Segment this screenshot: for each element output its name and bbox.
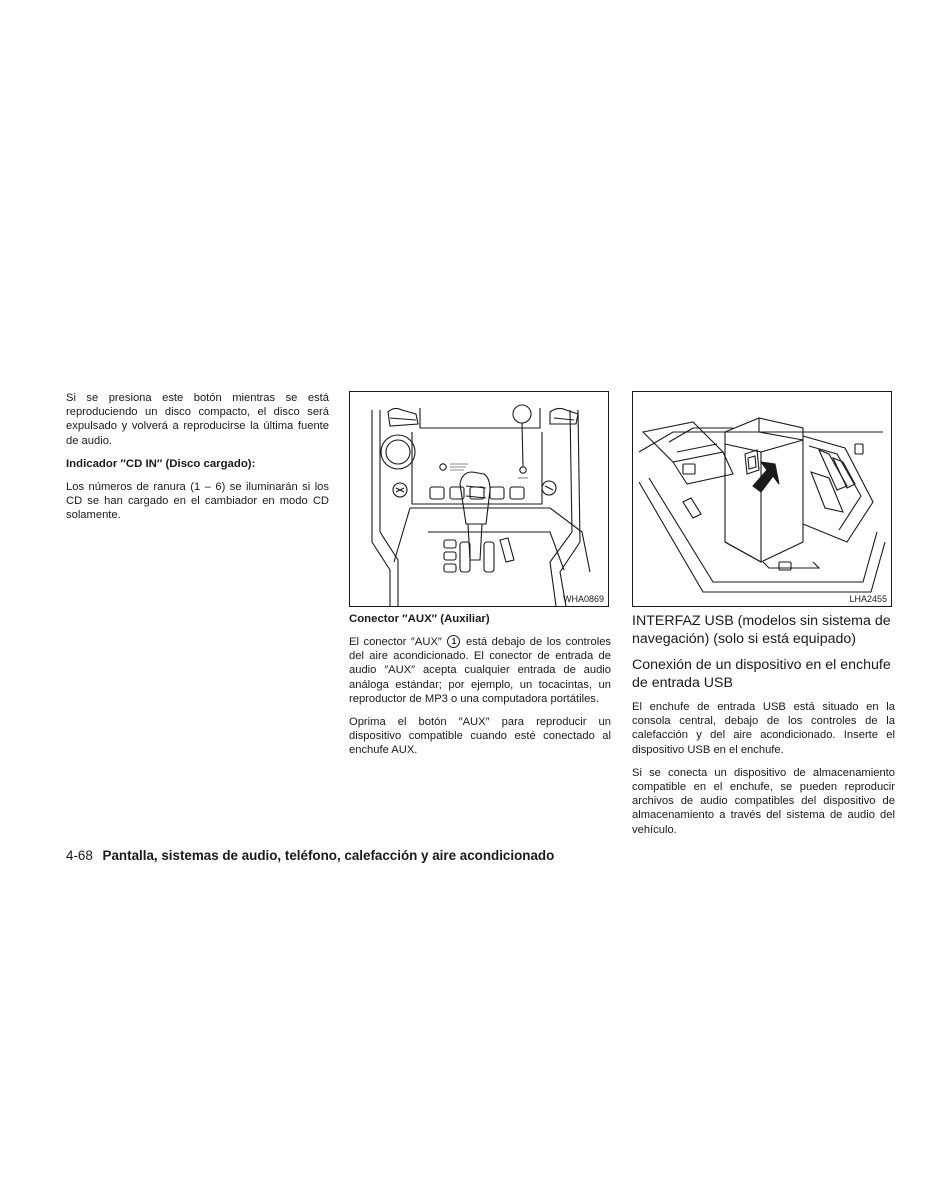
usb-paragraph-1: El enchufe de entrada USB está situado en la consola central, debajo de los controles de la calefacción y del aire acondicionado. Inserte el dispositivo USB en el enchufe. xyxy=(632,701,895,756)
figure-code: LHA2455 xyxy=(849,594,887,604)
aux-figure xyxy=(349,391,609,607)
column-left xyxy=(66,391,329,522)
cd-eject-paragraph: Si se presiona este botón mientras se está reproduciendo un disco compacto, el disco será expulsado y volverá a reproducirse la última fuente de audio. xyxy=(66,392,329,447)
page-footer xyxy=(66,848,896,864)
aux-paragraph-1 xyxy=(349,635,611,706)
aux-heading: Conector ″AUX″ (Auxiliar) xyxy=(349,613,490,625)
aux-paragraph-1a: El conector ″AUX″ xyxy=(349,636,442,648)
footer-title: Pantalla, sistemas de audio, teléfono, calefacción y aire acondicionado xyxy=(102,848,555,863)
callout-number-1: 1 xyxy=(447,635,460,648)
aux-console-illustration xyxy=(350,392,608,606)
aux-paragraph-2: Oprima el botón ″AUX″ para reproducir un dispositivo compatible cuando esté conectado al enchufe AUX. xyxy=(349,716,611,757)
cd-in-heading: Indicador ″CD IN″ (Disco cargado): xyxy=(66,457,256,470)
usb-figure xyxy=(632,391,892,607)
column-right xyxy=(632,391,895,837)
usb-paragraph-2: Si se conecta un dispositivo de almacenamiento compatible en el enchufe, se pueden reproducir archivos de audio compatibles del dispositivo de almacenamiento a través del sistema de audio del vehículo. xyxy=(632,766,895,836)
usb-console-illustration xyxy=(633,392,891,606)
page-number: 4-68 xyxy=(66,848,93,863)
figure-code: WHA0869 xyxy=(562,594,604,604)
cd-in-paragraph: Los números de ranura (1 – 6) se iluminarán si los CD se han cargado en el cambiador en modo CD solamente. xyxy=(66,480,329,522)
aux-paragraph-1b: está debajo de los controles del aire acondicionado. El conector de entrada de audio ″AUX″ acepta cualquier entrada de audio análoga estándar; por ejemplo, un tocacintas, un reproductor de MP3 o una computadora portátiles. xyxy=(349,636,612,705)
usb-connect-heading: Conexión de un dispositivo en el enchufe de entrada USB xyxy=(632,657,891,691)
usb-interface-heading: INTERFAZ USB (modelos sin sistema de navegación) (solo si está equipado) xyxy=(632,613,891,647)
column-middle xyxy=(349,391,611,758)
